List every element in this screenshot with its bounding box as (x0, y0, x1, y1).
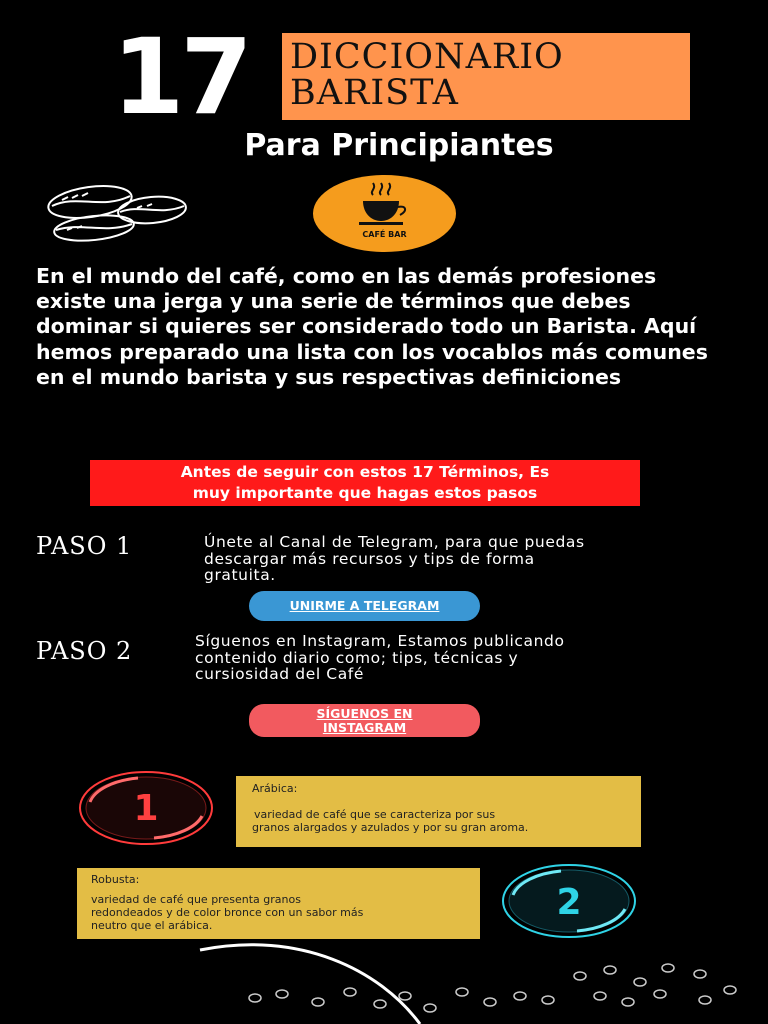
coffee-beans-icon (42, 180, 192, 244)
term-2-line-3: neutro que el arábica. (91, 919, 213, 932)
term-2-badge (500, 863, 638, 939)
step-2-line-3: cursiosidad del Café (195, 665, 364, 683)
title-line-1: DICCIONARIO (290, 37, 564, 77)
term-1-line-2: granos alargados y azulados y por su gran aroma. (252, 821, 529, 834)
term-1-number: 1 (133, 788, 159, 829)
title-line-2: BARISTA (290, 73, 459, 113)
instagram-button-line-2: INSTAGRAM (322, 720, 407, 735)
term-1-card (236, 776, 641, 847)
term-1-line-1: variedad de café que se caracteriza por sus (254, 808, 496, 821)
notice-line-1: Antes de seguir con estos 17 Términos, Es (180, 463, 550, 481)
instagram-button-line-1: SÍGUENOS EN (316, 706, 413, 721)
term-2-title: Robusta: (91, 873, 140, 886)
notice-line-2: muy importante que hagas estos pasos (192, 484, 538, 502)
term-2-line-1: variedad de café que presenta granos (91, 893, 301, 906)
telegram-button[interactable]: UNIRME A TELEGRAM (249, 591, 480, 621)
big-number-17: 17 (112, 16, 249, 138)
step-2-line-2: contenido diario como; tips, técnicas y (195, 648, 519, 667)
title-box (282, 33, 690, 120)
subtitle: Para Principiantes (244, 128, 554, 163)
step-1-text (204, 534, 744, 584)
step-1-label: PASO 1 (36, 532, 133, 560)
cafe-bar-logo (313, 175, 456, 252)
term-2-line-2: redondeados y de color bronce con un sabor más (91, 906, 364, 919)
term-1-badge (78, 770, 214, 846)
step-2-line-1: Síguenos en Instagram, Estamos publicando (195, 632, 565, 650)
cafe-bar-label: CAFÉ BAR (362, 230, 407, 239)
intro-paragraph: En el mundo del café, como en las demás profesiones existe una jerga y una serie de términos que debes dominar si quieres ser considerado todo un Barista. Aquí hemos preparado una lista con los vocablos más comunes en el mundo barista y sus respectivas definiciones (36, 264, 708, 389)
step-1-line-1: Únete al Canal de Telegram, para que puedas (204, 533, 585, 551)
decorative-beans (0, 930, 768, 1024)
term-2-card (77, 868, 480, 939)
step-1-line-2: descargar más recursos y tips de forma (204, 549, 535, 568)
step-1-line-3: gratuita. (204, 566, 276, 584)
instagram-button[interactable] (249, 704, 480, 737)
coffee-cup-icon (359, 179, 411, 227)
step-2-label: PASO 2 (36, 637, 133, 665)
term-2-number: 2 (556, 882, 582, 923)
term-1-title: Arábica: (252, 782, 298, 795)
notice-banner (90, 460, 640, 506)
step-2-text (195, 633, 735, 683)
